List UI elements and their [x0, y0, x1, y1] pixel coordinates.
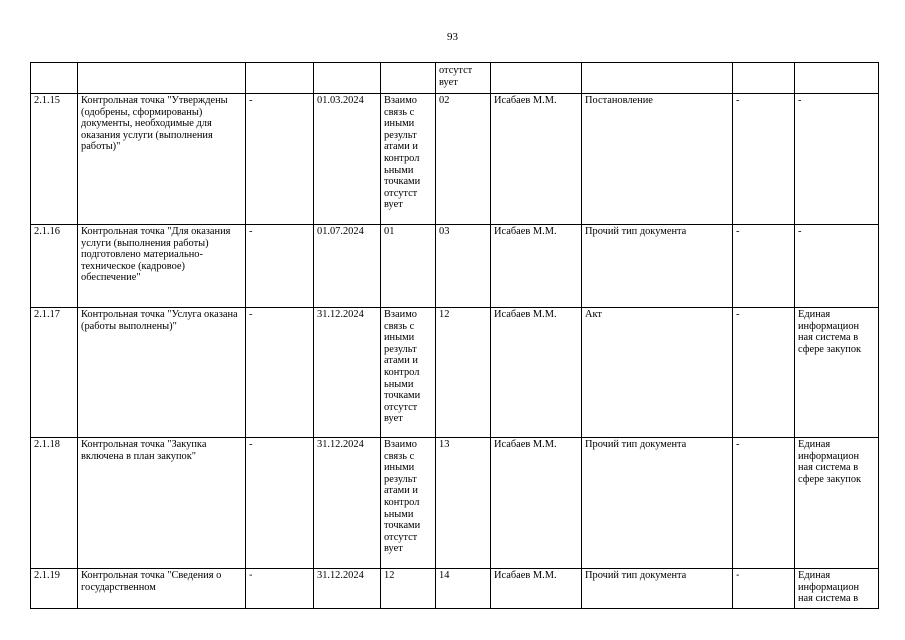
cell-responsible: Исабаев М.М.	[491, 569, 582, 609]
cell-code: отсутст вует	[436, 63, 491, 94]
cell-system: Единая информацион ная система в сфере закупок	[795, 308, 879, 438]
cell-responsible: Исабаев М.М.	[491, 308, 582, 438]
cell-code: 02	[436, 94, 491, 225]
control-points-table	[30, 62, 879, 609]
table-row-continuation	[31, 63, 879, 94]
cell-relation: 01	[381, 225, 436, 308]
cell-end: 01.03.2024	[314, 94, 381, 225]
cell-system	[795, 63, 879, 94]
cell-start: -	[246, 94, 314, 225]
cell-relation: Взаимо связь с иными результ атами и контрол ьными точками отсутст вует	[381, 438, 436, 569]
cell-id: 2.1.15	[31, 94, 78, 225]
cell-col9: -	[733, 308, 795, 438]
cell-system: -	[795, 225, 879, 308]
cell-col9: -	[733, 438, 795, 569]
cell-responsible: Исабаев М.М.	[491, 438, 582, 569]
cell-responsible: Исабаев М.М.	[491, 94, 582, 225]
cell-doc-type: Прочий тип документа	[582, 225, 733, 308]
cell-doc-type: Постановление	[582, 94, 733, 225]
cell-name: Контрольная точка "Для оказания услуги (выполнения работы) подготовлено материально-техническое (кадровое) обеспечение"	[78, 225, 246, 308]
table-row	[31, 308, 879, 438]
cell-start: -	[246, 225, 314, 308]
cell-relation: Взаимо связь с иными результ атами и контрол ьными точками отсутст вует	[381, 94, 436, 225]
table-row	[31, 94, 879, 225]
cell-start: -	[246, 569, 314, 609]
cell-doc-type: Прочий тип документа	[582, 438, 733, 569]
cell-start: -	[246, 438, 314, 569]
cell-relation: Взаимо связь с иными результ атами и контрол ьными точками отсутст вует	[381, 308, 436, 438]
cell-name: Контрольная точка "Услуга оказана (работы выполнены)"	[78, 308, 246, 438]
cell-doc-type: Акт	[582, 308, 733, 438]
cell-system: Единая информацион ная система в	[795, 569, 879, 609]
cell-end: 31.12.2024	[314, 438, 381, 569]
cell-id: 2.1.16	[31, 225, 78, 308]
cell-id	[31, 63, 78, 94]
cell-relation	[381, 63, 436, 94]
cell-system: -	[795, 94, 879, 225]
cell-name: Контрольная точка "Закупка включена в план закупок"	[78, 438, 246, 569]
cell-col9: -	[733, 94, 795, 225]
table-row	[31, 438, 879, 569]
page-number: 93	[447, 31, 458, 43]
cell-doc-type: Прочий тип документа	[582, 569, 733, 609]
cell-name	[78, 63, 246, 94]
cell-doc-type	[582, 63, 733, 94]
cell-id: 2.1.19	[31, 569, 78, 609]
cell-responsible: Исабаев М.М.	[491, 225, 582, 308]
cell-code: 03	[436, 225, 491, 308]
cell-name: Контрольная точка "Сведения о государственном	[78, 569, 246, 609]
cell-id: 2.1.17	[31, 308, 78, 438]
cell-col9: -	[733, 225, 795, 308]
cell-system: Единая информацион ная система в сфере закупок	[795, 438, 879, 569]
table-row	[31, 225, 879, 308]
cell-end: 31.12.2024	[314, 569, 381, 609]
cell-start: -	[246, 308, 314, 438]
cell-code: 14	[436, 569, 491, 609]
cell-col9: -	[733, 569, 795, 609]
cell-id: 2.1.18	[31, 438, 78, 569]
cell-col9	[733, 63, 795, 94]
cell-end: 01.07.2024	[314, 225, 381, 308]
cell-relation: 12	[381, 569, 436, 609]
cell-code: 13	[436, 438, 491, 569]
table-row	[31, 569, 879, 609]
cell-start	[246, 63, 314, 94]
cell-responsible	[491, 63, 582, 94]
cell-end: 31.12.2024	[314, 308, 381, 438]
cell-name: Контрольная точка "Утверждены (одобрены, сформированы) документы, необходимые для оказания услуги (выполнения работы)"	[78, 94, 246, 225]
cell-code: 12	[436, 308, 491, 438]
cell-end	[314, 63, 381, 94]
